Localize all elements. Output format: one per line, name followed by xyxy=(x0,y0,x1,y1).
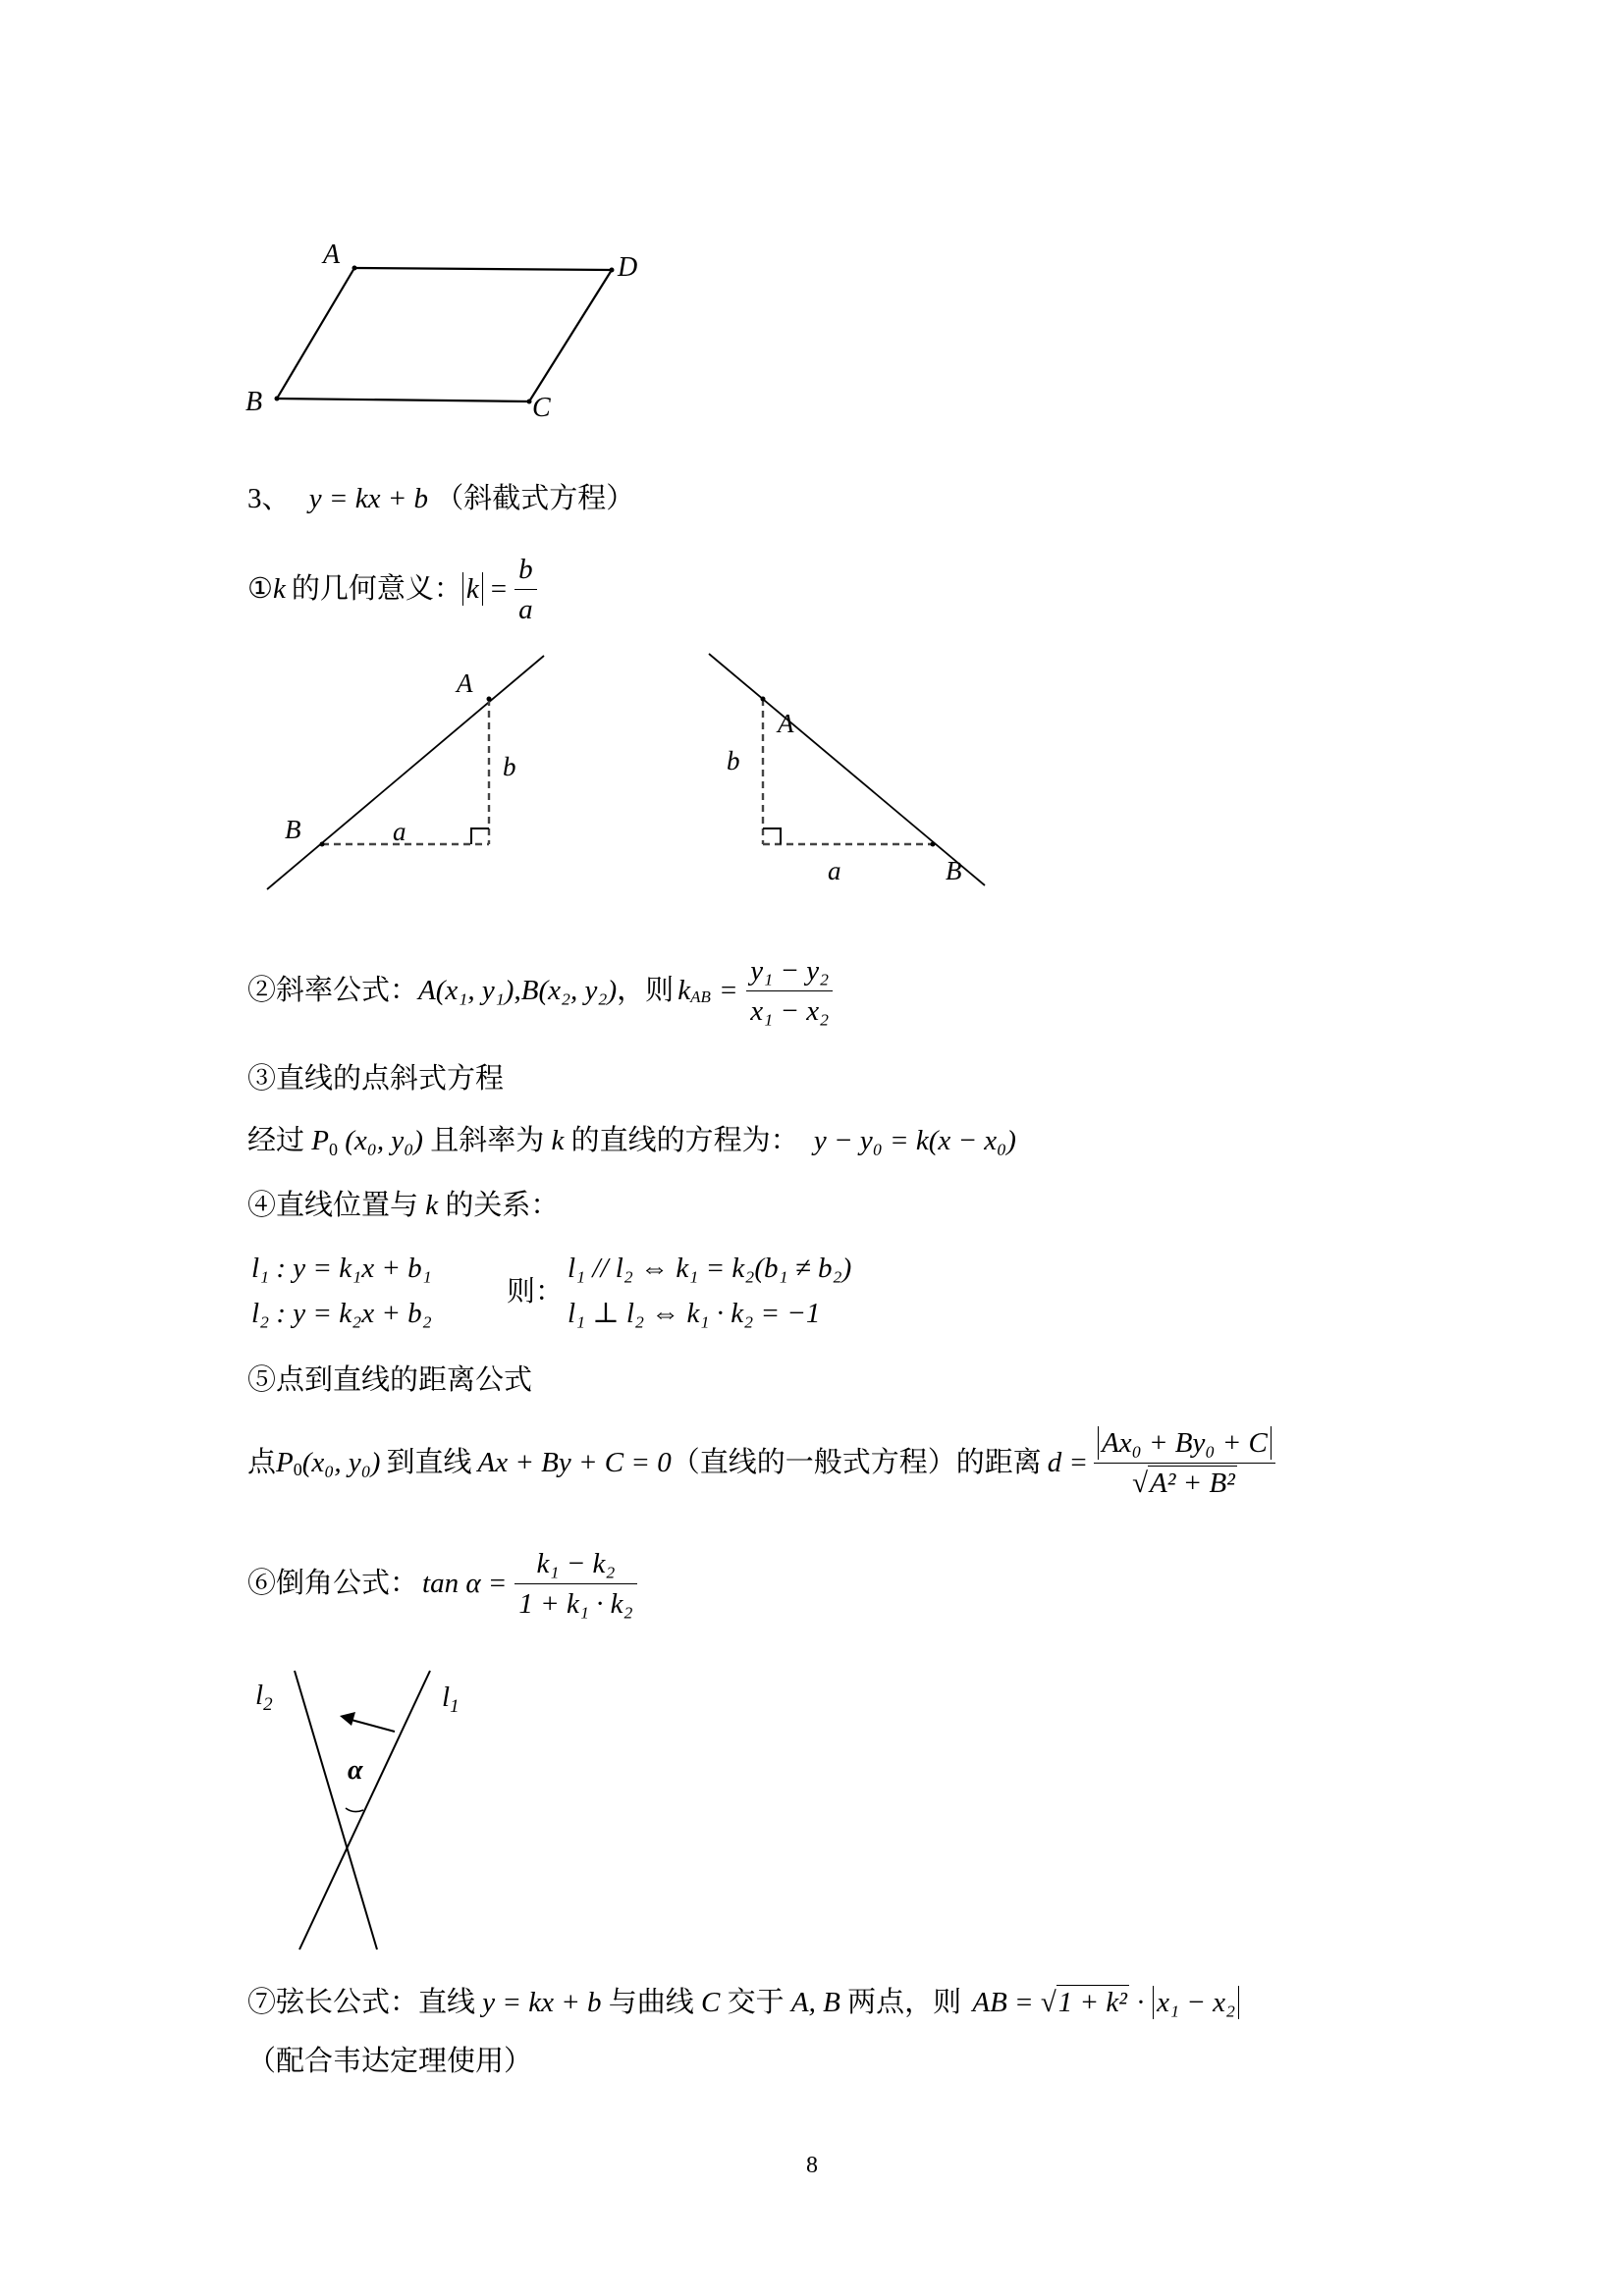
general-line-equation: Ax + By + C = 0 xyxy=(477,1447,672,1478)
vertex-label-b: B xyxy=(245,387,263,417)
sqrt-radicand: A² + B² xyxy=(1149,1467,1235,1499)
item-7: ⑦弦长公式：直线 y = kx + b 与曲线 C 交于 A, B 两点，则 AB = √1 + k² · x₁ − x₂ xyxy=(247,1983,1239,2022)
curve-c: C xyxy=(701,1987,721,2018)
item-3-pre: 经过 xyxy=(247,1125,305,1156)
p0-symbol: P xyxy=(311,1125,329,1156)
item-4-label: ④直线位置与 xyxy=(247,1190,419,1221)
item-3-mid: 且斜率为 xyxy=(430,1125,545,1156)
k-symbol: k xyxy=(677,975,691,1006)
sqrt-radicand: 1 + k² xyxy=(1057,1987,1127,2018)
point-b-label: B xyxy=(285,815,301,844)
tan-alpha: tan α = xyxy=(422,1568,508,1599)
rise-label-b: b xyxy=(727,746,740,775)
parallel-condition: l₁ // l₂ ⇔ k₁ = k₂(b₁ ≠ b₂) xyxy=(568,1253,852,1284)
item-2-label: ②斜率公式： xyxy=(247,975,419,1006)
parallelogram-figure xyxy=(236,236,668,432)
line-equation: y = kx + b xyxy=(482,1987,602,2018)
item-5-pre: 点 xyxy=(247,1447,277,1478)
section-note: （斜截式方程） xyxy=(435,483,635,514)
fraction-numerator xyxy=(1094,1425,1275,1464)
item-7-mid: 与曲线 xyxy=(608,1987,694,2018)
angle-figure xyxy=(245,1665,491,1959)
k-symbol: k xyxy=(273,573,286,605)
p0-coords: (x₀, y₀) xyxy=(345,1125,423,1156)
distance-d: d = xyxy=(1047,1447,1089,1478)
item-5-mid: 到直线 xyxy=(386,1447,472,1478)
item-7-post: 两点，则 xyxy=(847,1987,962,2018)
alpha-label: α xyxy=(348,1755,363,1786)
fraction-denominator: 1 + k₁ · k₂ xyxy=(518,1587,633,1620)
rise-label-b: b xyxy=(503,752,516,781)
item-1 xyxy=(247,548,537,630)
item-5-body: 点 P 0 (x₀, y₀) 到直线 Ax + By + C = 0 （直线的一般式方程）的距离 d = $\frac{\text{Ax₀ + By₀ + C}}{\text{√A² + B²}}$ xyxy=(247,1417,1275,1508)
point-a-coords: (x₁, y₁) xyxy=(435,975,514,1006)
distance-fraction xyxy=(1094,1425,1275,1501)
dot-operator: · xyxy=(1136,1987,1146,2018)
slope-figure-negative xyxy=(687,648,1011,893)
fraction-numerator: k₁ − k₂ xyxy=(514,1546,636,1584)
angle-fraction xyxy=(514,1546,636,1622)
fraction-numerator: b xyxy=(514,552,537,590)
point-a-label: A xyxy=(457,668,473,698)
vertex-label-a: A xyxy=(323,240,341,270)
k-symbol: k xyxy=(425,1190,439,1221)
run-label-a: a xyxy=(393,817,406,846)
item-7-label: ⑦弦长公式：直线 xyxy=(247,1987,476,2018)
fraction-numerator: y₁ − y₂ xyxy=(746,953,833,991)
p0-coords: (x₀, y₀) xyxy=(301,1447,381,1478)
item-1-text: 的几何意义： xyxy=(291,573,462,605)
abs-difference: x₁ − x₂ xyxy=(1153,1986,1239,2019)
vertex-label-d: D xyxy=(618,252,638,283)
vertex-label-c: C xyxy=(532,393,551,423)
line-1-equation: l₁ : y = k₁x + b₁ xyxy=(251,1253,432,1284)
slope-figure-positive xyxy=(255,648,569,893)
section-3-heading xyxy=(247,479,634,518)
perpendicular-condition: l₁ ⊥ l₂ ⇔ k₁ · k₂ = −1 xyxy=(568,1298,821,1329)
item-3-post: 的直线的方程为： xyxy=(570,1125,799,1156)
equals-sign: = xyxy=(720,975,737,1006)
item-2: ②斜率公式： A (x₁, y₁) , B (x₂, y₂) ，则 k AB = $\frac{\text{y₁ − y₂}}{\text{x₁ − x₂}}$ xyxy=(247,948,833,1033)
point-b: B xyxy=(520,975,539,1006)
point-b-coords: (x₂, y₂) xyxy=(538,975,618,1006)
item-4-post: 的关系： xyxy=(445,1190,560,1221)
abs-k: k xyxy=(462,572,483,606)
run-label-a: a xyxy=(828,856,841,885)
comma: , xyxy=(514,975,521,1006)
abs-numerator: Ax₀ + By₀ + C xyxy=(1098,1426,1272,1460)
fraction-denominator: √A² + B² xyxy=(1132,1467,1235,1499)
slope-fraction xyxy=(746,953,833,1029)
point-b-label: B xyxy=(946,856,962,885)
fraction-denominator: a xyxy=(518,593,533,625)
line-l1-label: $l_1$ xyxy=(442,1682,460,1717)
item-1-label: ① xyxy=(247,573,273,605)
points-ab: A, B xyxy=(790,1987,840,2018)
line-2-equation: l₂ : y = k₂x + b₂ xyxy=(251,1298,432,1329)
fraction-denominator: x₁ − x₂ xyxy=(750,994,830,1027)
chord-ab: AB = xyxy=(972,1987,1034,2018)
item-7-mid2: 交于 xyxy=(727,1987,785,2018)
item-7-note: （配合韦达定理使用） xyxy=(247,2046,533,2077)
item-4-heading xyxy=(247,1186,559,1225)
point-slope-equation: y − y₀ = k(x − x₀) xyxy=(813,1125,1016,1156)
equals-sign: = xyxy=(490,573,508,605)
p0-subscript: 0 xyxy=(328,1140,338,1159)
section-number: 3、 xyxy=(247,483,291,514)
line-l2-label: $l_2$ xyxy=(255,1680,273,1715)
item-5-heading: ⑤点到直线的距离公式 xyxy=(247,1364,533,1396)
item-4-then: 则： xyxy=(507,1276,565,1308)
slope-intercept-equation: y = kx + b xyxy=(308,483,429,514)
item-3-body xyxy=(247,1121,1016,1160)
item-3-heading: ③直线的点斜式方程 xyxy=(247,1063,505,1095)
point-a-label: A xyxy=(778,709,794,738)
page-number: 8 xyxy=(806,2153,818,2178)
item-5-note: （直线的一般式方程）的距离 xyxy=(671,1447,1042,1478)
p0-symbol: P xyxy=(276,1447,294,1478)
item-6 xyxy=(247,1539,637,1628)
then-text: ，则 xyxy=(617,975,675,1006)
point-a: A xyxy=(418,975,436,1006)
item-6-label: ⑥倒角公式： xyxy=(247,1568,419,1599)
k-symbol: k xyxy=(551,1125,565,1156)
fraction-b-over-a xyxy=(514,552,537,627)
